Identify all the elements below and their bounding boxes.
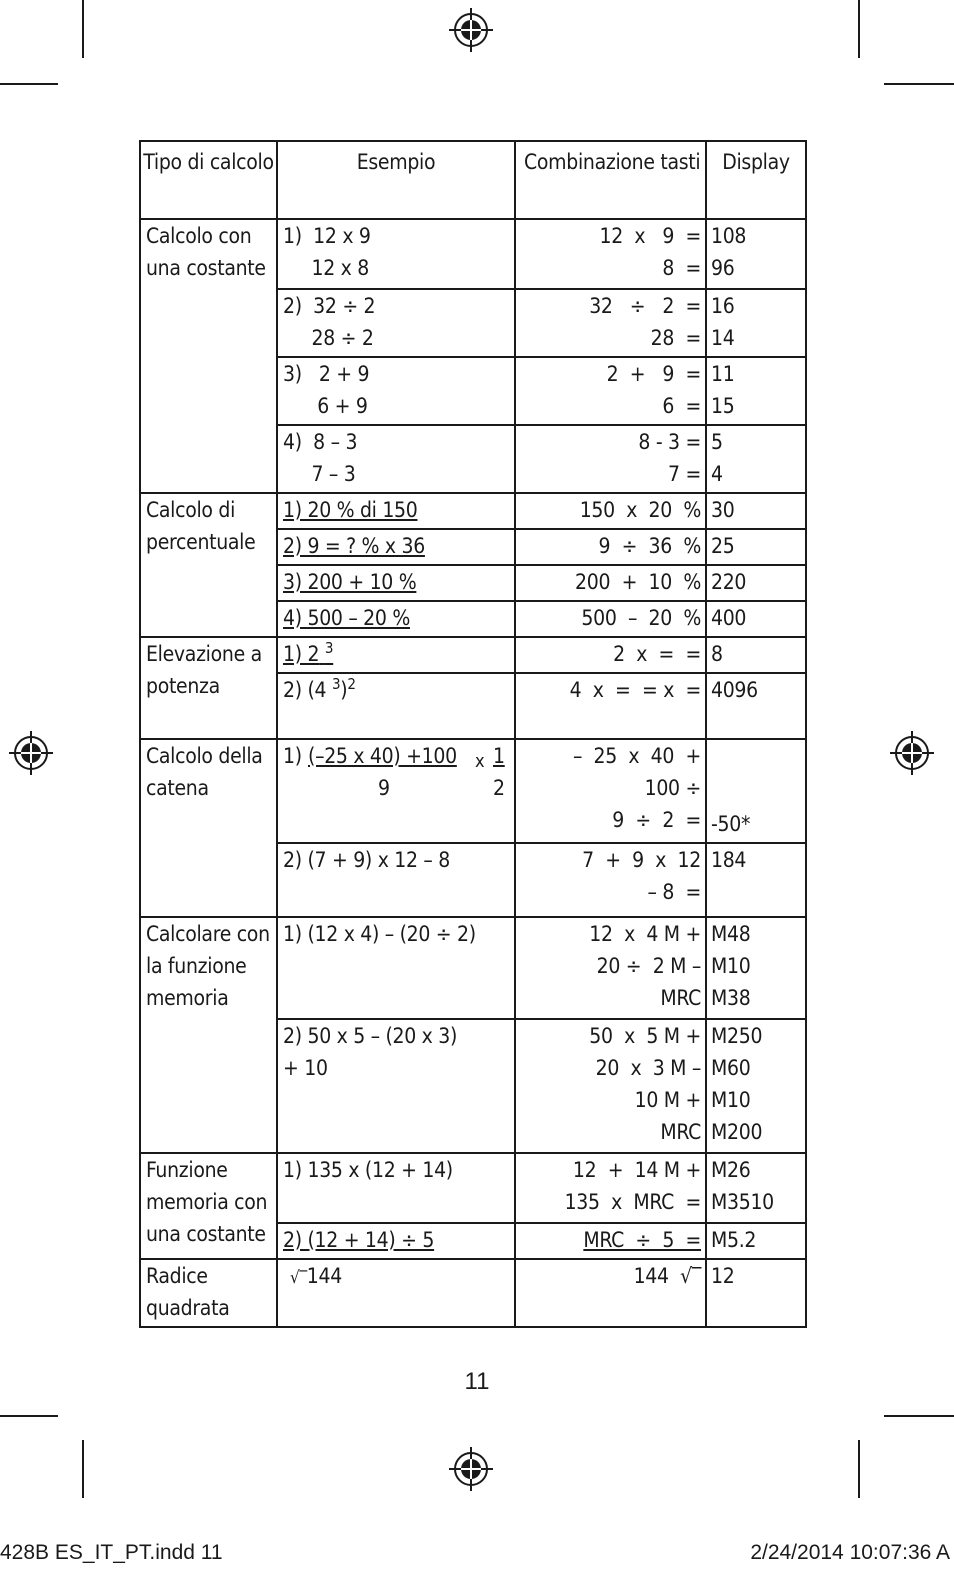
keys-cell: 9 ÷ 36 % <box>515 529 706 565</box>
header-type: Tipo di calcolo <box>140 141 277 219</box>
keys-cell: 4 x = = x = <box>515 673 706 739</box>
example-cell: 1) (12 x 4) – (20 ÷ 2) <box>277 917 515 1019</box>
table-row <box>140 917 806 1019</box>
type-cell: Calcolo con una costante <box>140 219 277 493</box>
type-cell: Calcolo di percentuale <box>140 493 277 637</box>
keys-cell: 50 x 5 M + 20 x 3 M – 10 M + MRC <box>515 1019 706 1153</box>
keys-cell: 200 + 10 % <box>515 565 706 601</box>
table-row <box>140 1153 806 1223</box>
type-cell: Funzione memoria con una costante <box>140 1153 277 1259</box>
keys-cell: – 25 x 40 + 100 ÷ 9 ÷ 2 = <box>515 739 706 843</box>
keys-cell: 7 + 9 x 12 – 8 = <box>515 843 706 917</box>
display-cell: M26 M3510 <box>706 1153 806 1223</box>
keys-cell: 2 x = = <box>515 637 706 673</box>
type-cell: Calcolo della catena <box>140 739 277 917</box>
example-cell: 4) 500 – 20 % <box>277 601 515 637</box>
header-keys: Combinazione tasti <box>515 141 706 219</box>
display-cell: 12 <box>706 1259 806 1327</box>
crop-mark <box>884 83 954 85</box>
header-display: Display <box>706 141 806 219</box>
example-cell: 2) (4 $^3$)$^2$ <box>277 673 515 739</box>
registration-mark-icon <box>9 731 53 775</box>
display-cell: 30 <box>706 493 806 529</box>
table-row <box>140 219 806 289</box>
display-cell: 4096 <box>706 673 806 739</box>
table-row <box>140 739 806 843</box>
example-cell: 2) 9 = ? % x 36 <box>277 529 515 565</box>
display-cell: 25 <box>706 529 806 565</box>
keys-cell: 12 + 14 M + 135 x MRC = <box>515 1153 706 1223</box>
crop-mark <box>0 1415 58 1417</box>
example-cell: 4) 8 – 3 7 – 3 <box>277 425 515 493</box>
keys-cell: 32 ÷ 2 = 28 = <box>515 289 706 357</box>
display-cell: M5.2 <box>706 1223 806 1259</box>
example-cell: 2) (12 + 14) ÷ 5 <box>277 1223 515 1259</box>
display-cell: 184 <box>706 843 806 917</box>
header-example: Esempio <box>277 141 515 219</box>
crop-mark <box>858 1440 860 1498</box>
display-cell: 5 4 <box>706 425 806 493</box>
example-cell: 3) 2 + 9 6 + 9 <box>277 357 515 425</box>
display-cell: 8 <box>706 637 806 673</box>
example-cell: √‾144 <box>277 1259 515 1327</box>
header-row <box>140 141 806 219</box>
type-cell: Calcolare con la funzione memoria <box>140 917 277 1153</box>
example-cell: 1) 12 x 9 12 x 8 <box>277 219 515 289</box>
example-cell: 1) 20 % di 150 <box>277 493 515 529</box>
registration-mark-icon <box>890 731 934 775</box>
type-cell: Elevazione a potenza <box>140 637 277 739</box>
example-cell: 1) (–25 x 40) +100 9 x 1 2 <box>277 739 515 843</box>
keys-cell: 500 – 20 % <box>515 601 706 637</box>
calculation-table <box>139 140 807 1328</box>
example-cell: 3) 200 + 10 % <box>277 565 515 601</box>
table-row <box>140 1259 806 1327</box>
display-cell: -50* <box>706 739 806 843</box>
example-cell: 2) (7 + 9) x 12 – 8 <box>277 843 515 917</box>
crop-mark <box>82 0 84 58</box>
registration-mark-icon <box>449 1447 493 1491</box>
keys-cell: 144 √‾ <box>515 1259 706 1327</box>
keys-cell: 2 + 9 = 6 = <box>515 357 706 425</box>
crop-mark <box>0 83 58 85</box>
example-cell: 2) 32 ÷ 2 28 ÷ 2 <box>277 289 515 357</box>
slug-timestamp: 2/24/2014 10:07:36 A <box>750 1541 950 1564</box>
example-cell: 1) 2 $^3$ <box>277 637 515 673</box>
display-cell: 400 <box>706 601 806 637</box>
sqrt-icon: √‾ <box>290 1268 307 1288</box>
crop-mark <box>858 0 860 58</box>
keys-cell: 12 x 9 = 8 = <box>515 219 706 289</box>
slug-filename: 428B ES_IT_PT.indd 11 <box>0 1541 223 1564</box>
display-cell: M48 M10 M38 <box>706 917 806 1019</box>
type-cell: Radice quadrata <box>140 1259 277 1327</box>
keys-cell: 12 x 4 M + 20 ÷ 2 M – MRC <box>515 917 706 1019</box>
registration-mark-icon <box>449 8 493 52</box>
keys-cell: 150 x 20 % <box>515 493 706 529</box>
display-cell: 11 15 <box>706 357 806 425</box>
display-cell: 108 96 <box>706 219 806 289</box>
table-row <box>140 637 806 673</box>
crop-mark <box>82 1440 84 1498</box>
table-row <box>140 493 806 529</box>
display-cell: M250 M60 M10 M200 <box>706 1019 806 1153</box>
display-cell: 16 14 <box>706 289 806 357</box>
display-cell: 220 <box>706 565 806 601</box>
example-cell: 2) 50 x 5 – (20 x 3) + 10 <box>277 1019 515 1153</box>
example-cell: 1) 135 x (12 + 14) <box>277 1153 515 1223</box>
keys-cell: 8 - 3 = 7 = <box>515 425 706 493</box>
page-number: 11 <box>464 1368 490 1395</box>
keys-cell: MRC ÷ 5 = <box>515 1223 706 1259</box>
crop-mark <box>884 1415 954 1417</box>
